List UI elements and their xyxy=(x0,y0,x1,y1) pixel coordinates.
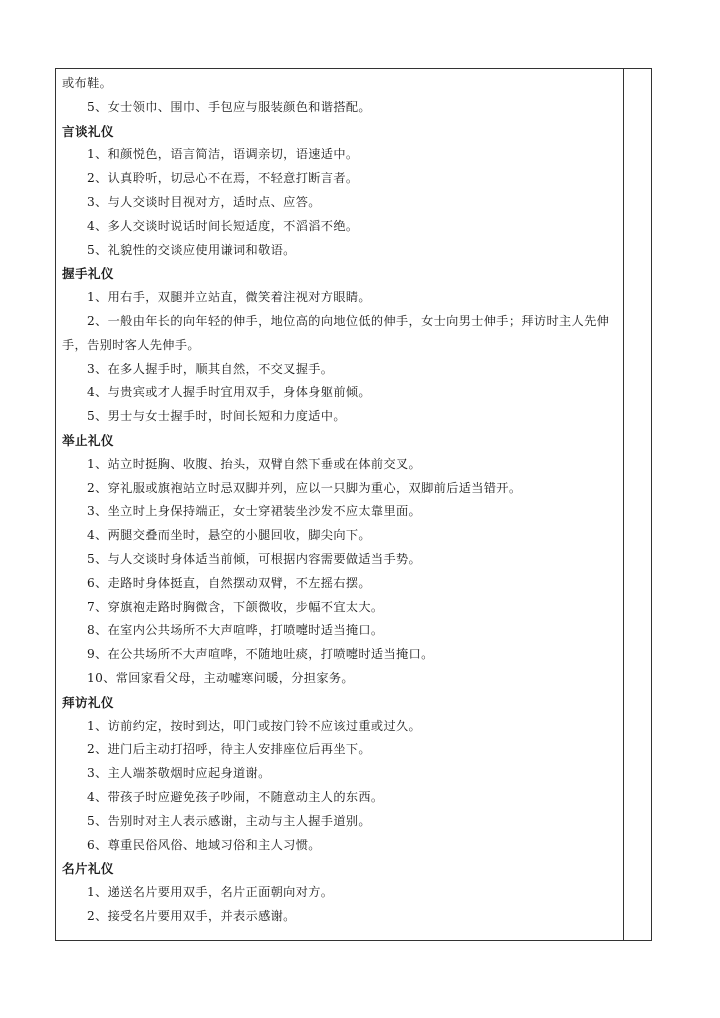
list-item: 3、主人端茶敬烟时应起身道谢。 xyxy=(87,766,271,781)
list-item: 2、进门后主动打招呼，待主人安排座位后再坐下。 xyxy=(87,742,371,757)
section-heading: 握手礼仪 xyxy=(62,266,114,282)
list-item: 2、穿礼服或旗袍站立时忌双脚并列，应以一只脚为重心，双脚前后适当错开。 xyxy=(87,480,522,495)
list-item: 5、与人交谈时身体适当前倾，可根据内容需要做适当手势。 xyxy=(87,551,422,566)
table-content-cell xyxy=(62,72,617,929)
paragraph-line: 手，告别时客人先伸手。 xyxy=(62,337,200,352)
list-item: 1、站立时挺胸、收腹、抬头，双臂自然下垂或在体前交叉。 xyxy=(87,456,422,471)
list-item: 5、礼貌性的交谈应使用谦词和敬语。 xyxy=(87,242,296,257)
list-item: 7、穿旗袍走路时胸微含，下颌微收，步幅不宜太大。 xyxy=(87,599,384,614)
list-item: 3、与人交谈时目视对方，适时点、应答。 xyxy=(87,194,321,209)
list-item: 3、坐立时上身保持端正，女士穿裙装坐沙发不应太靠里面。 xyxy=(87,504,422,519)
list-item: 1、访前约定，按时到达，叩门或按门铃不应该过重或过久。 xyxy=(87,718,422,733)
paragraph-line: 或布鞋。 xyxy=(62,76,113,90)
section-heading: 名片礼仪 xyxy=(62,861,114,877)
list-item: 1、和颜悦色，语言简洁，语调亲切，语速适中。 xyxy=(87,147,359,162)
section-heading: 言谈礼仪 xyxy=(62,123,114,139)
table-column-divider xyxy=(623,69,624,940)
list-item: 5、告别时对主人表示感谢，主动与主人握手道别。 xyxy=(87,813,371,828)
list-item: 5、男士与女士握手时，时间长短和力度适中。 xyxy=(87,409,346,424)
list-item: 2、一般由年长的向年轻的伸手，地位高的向地位低的伸手，女士向男士伸手；拜访时主人先伸 xyxy=(87,313,610,328)
list-item: 4、两腿交叠而坐时，悬空的小腿回收，脚尖向下。 xyxy=(87,528,371,543)
section-heading: 拜访礼仪 xyxy=(62,694,114,710)
list-item: 9、在公共场所不大声喧哗，不随地吐痰，打喷嚏时适当掩口。 xyxy=(87,647,434,662)
list-item: 2、接受名片要用双手，并表示感谢。 xyxy=(87,908,296,923)
list-item: 1、用右手，双腿并立站直，微笑着注视对方眼睛。 xyxy=(87,290,371,305)
list-item: 4、与贵宾或才人握手时宜用双手，身体身躯前倾。 xyxy=(87,385,371,400)
list-item: 5、女士领巾、围巾、手包应与服装颜色和谐搭配。 xyxy=(87,99,371,114)
list-item: 3、在多人握手时，顺其自然，不交叉握手。 xyxy=(87,361,334,376)
section-heading: 举止礼仪 xyxy=(62,432,114,448)
list-item: 4、多人交谈时说话时间长短适度，不滔滔不绝。 xyxy=(87,218,359,233)
list-item: 6、尊重民俗风俗、地域习俗和主人习惯。 xyxy=(87,837,321,852)
list-item: 4、带孩子时应避免孩子吵闹，不随意动主人的东西。 xyxy=(87,789,384,804)
document-table xyxy=(55,68,652,941)
list-item: 2、认真聆听，切忌心不在焉，不轻意打断言者。 xyxy=(87,171,359,186)
list-item: 6、走路时身体挺直，自然摆动双臂，不左摇右摆。 xyxy=(87,575,371,590)
list-item: 10、常回家看父母，主动嘘寒问暖，分担家务。 xyxy=(87,670,354,685)
list-item: 1、递送名片要用双手，名片正面朝向对方。 xyxy=(87,885,334,900)
list-item: 8、在室内公共场所不大声喧哗，打喷嚏时适当掩口。 xyxy=(87,623,384,638)
